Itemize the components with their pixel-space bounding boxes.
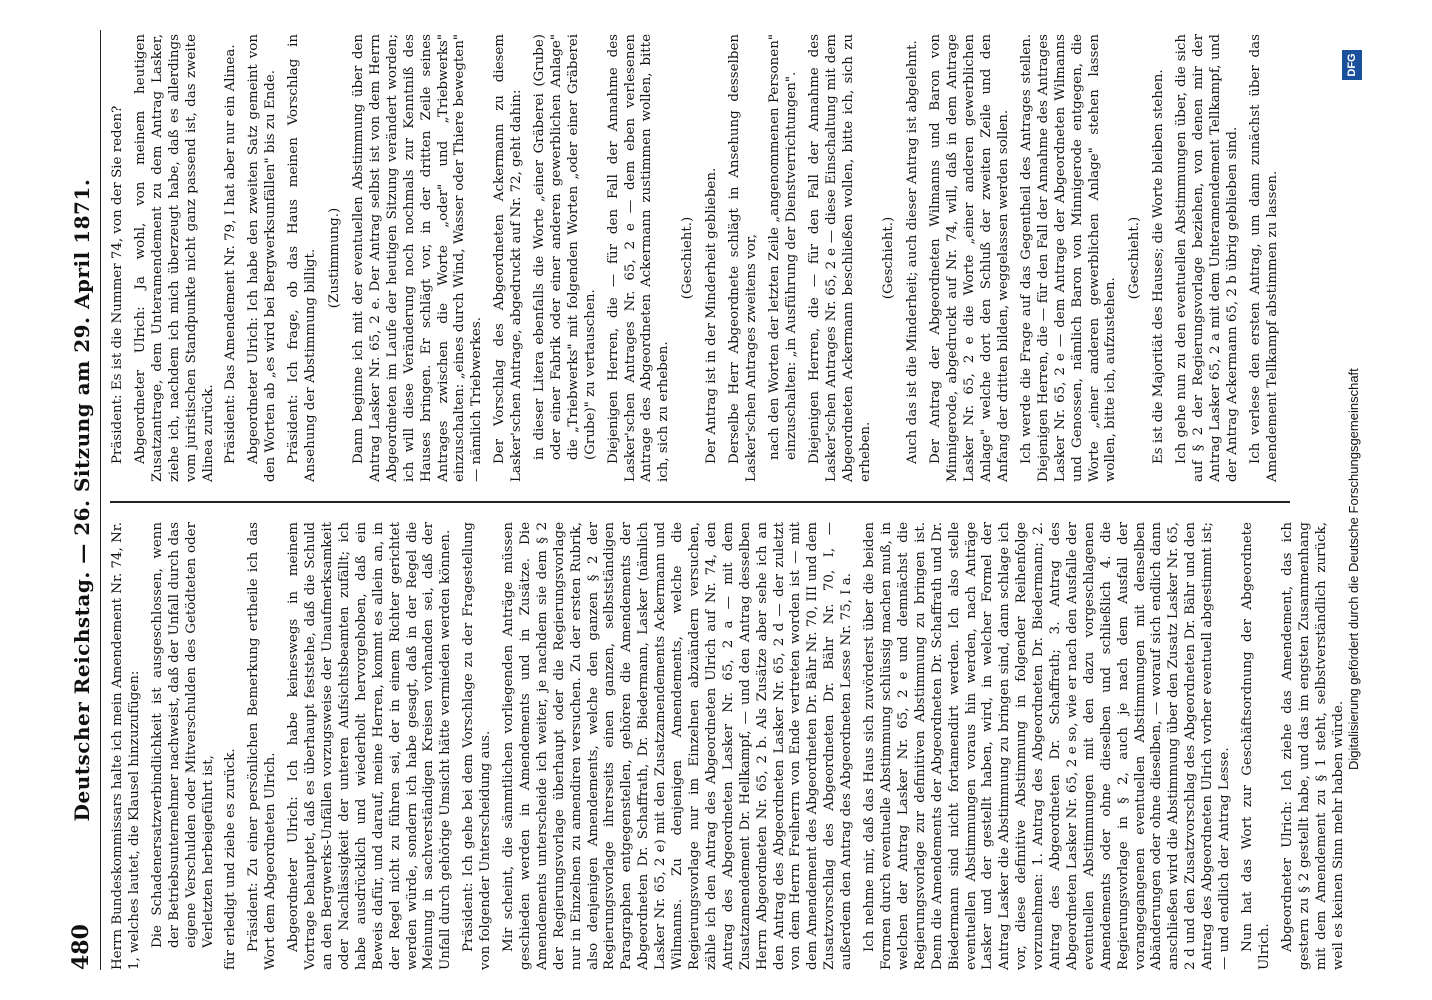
paragraph: Derselbe Herr Abgeordnete schlägt in Ansehung desselben Lasker'schen Antrages zweitens vor,: [727, 34, 760, 482]
running-title: Deutscher Reichstag. — 26. Sitzung am 29. April 1871.: [70, 178, 94, 822]
paragraph: Diejenigen Herren, die — für den Fall der Annahme des Lasker'schen Antrages Nr. 65, 2 e — diese Einschaltung mit dem Abgeordneten Ackermann beschließen wollen, bitte ich, sich zu erheben.: [806, 34, 873, 482]
dfg-logo-icon: DFG: [1342, 50, 1362, 80]
digitization-note: Digitalisierung gefördert durch die Deutsche Forschungsgemeinschaft: [1346, 368, 1361, 770]
ulrich-speech: Abgeordneter Ulrich: Ich ziehe das Amendement, das ich gestern zu § 2 gestellt habe, und das im engsten Zusammenhang mit dem Amendement zu § 1 steht, selbstverständlich zurück, weil es keinen Sinn mehr haben würde.: [1279, 522, 1346, 970]
president-speech: Präsident: Das Amendement Nr. 79, I hat aber nur ein Alinea.: [223, 44, 239, 464]
page-number: 480: [68, 924, 94, 970]
paragraph: Auch das ist die Minderheit; auch dieser Antrag ist abgelehnt.: [905, 40, 921, 464]
paragraph: Es ist die Majorität des Hauses; die Worte bleiben stehen.: [1151, 69, 1167, 464]
column-divider: [110, 502, 1290, 504]
president-speech: Präsident: Zu einer persönlichen Bemerkung ertheile ich das Wort dem Abgeordneten Ulrich.: [246, 522, 279, 970]
paragraph: Der Antrag der Abgeordneten Wilmanns und Baron von Minnigerode, abgedruckt auf Nr. 74, will, daß in dem Antrage Lasker Nr. 65, 2 e die Worte „einer anderen gewerblichen Anlage" welche dort den Schluß der zweiten Zeile und den Anfang der dritten bilden, weggelassen werden sollen.: [928, 34, 1011, 482]
paragraph: Dann beginne ich mit der eventuellen Abstimmung über den Antrag Lasker Nr. 65, 2 e. Der Antrag selbst ist von dem Herrn Abgeordneten im Laufe der heutigen Sitzung verändert worden; ich will diese Veränderung noch nochmals zur Kenntniß des Hauses bringen. Er schlägt vor, in der dritten Zeile seines Antrages zwischen die Worte „oder" und „Triebwerks" einzuschalten: „eines durch Wind, Wasser oder Thiere bewegten" — nämlich Triebwerkes.: [350, 34, 485, 482]
quoted-clause: in dieser Litera ebenfalls die Worte „einer Gräberei (Grube) oder einer Fabrik oder einer anderen gewerblichen Anlage" die „Triebwerks" mit folgenden Worten „oder einer Gräberei (Grube)" zu vertauschen.: [532, 34, 598, 460]
paragraph: Ich verlese den ersten Antrag, um dann zunächst über das Amendement Tellkampf abstimmen zu lassen.: [1247, 34, 1280, 482]
paragraph: Ich nehme mir, daß das Haus sich zuvörderst über die beiden Formen durch eventuelle Abstimmung schlüssig machen muß, in welchen der Antrag Lasker Nr. 65, 2 e und demnächst die Regierungsvorlage zur definitiven Abstimmung zu bringen ist. Denn die Amendements der Abgeordneten Dr. Schaffrath und Dr. Biedermann sind nicht fortamendirt werden. Ich also stelle eventuellen Abstimmungen voraus hin werden, nach Anträge Lasker und der gestellt haben, wird, in welcher Formel der Antrag Lasker die Abstimmung zu bringen sind, dann schlage ich vor, diese definitive Abstimmung in folgender Reihenfolge vorzunehmen: 1. Antrag des Abgeordneten Dr. Biedermann; 2. Antrag des Abgeordneten Dr. Schaffrath; 3. Antrag des Abgeordneten Lasker Nr. 65, 2 e so, wie er nach den Ausfalle der eventuellen Abstimmungen mit den dazu vorgeschlagenen Amendements oder ohne dieselben und schließlich 4. die Regierungsvorlage in § 2, auch je nach dem Ausfall der vorangegangenen eventuellen Abstimmungen mit denselben Abänderungen oder ohne dieselben, — worauf sich endlich dann anschließen wird die Abstimmung über den Zusatz Lasker Nr. 65, 2 d und den Zusatzvorschlag des Abgeordneten Dr. Bähr und den Antrag des Abgeordneten Ulrich vorher eventuell abgestimmt ist; — und endlich der Antrag Lesse.: [862, 522, 1233, 970]
president-speech: Präsident: Es ist die Nummer 74, von der Sie reden?: [110, 105, 125, 464]
paragraph: Nun hat das Wort zur Geschäftsordnung der Abgeordnete Ulrich.: [1240, 522, 1272, 970]
right-column: [110, 34, 1290, 482]
ulrich-speech: Abgeordneter Ulrich: Ich habe den zweiten Satz gemeint von den Worten ab „es wird bei Bergwerksunfällen" bis zu Ende.: [246, 34, 279, 482]
page-header: [60, 30, 101, 970]
ulrich-speech: Abgeordneter Ulrich: Ja wohl, von meinem heutigen Zusatzantrage, dem Unteramendement zu dem Antrag Lasker, ziehe ich, nachdem ich mich überzeugt habe, daß es allerdings vom juristischen Standpunkte nicht ganz passend ist, das zweite Alinea zurück.: [132, 34, 216, 482]
digitization-footer: [1340, 50, 1370, 770]
president-speech: Präsident: Ich gehe bei dem Vorschlage zu der Fragestellung von folgender Unterscheidung aus.: [461, 522, 494, 970]
left-column: [110, 522, 1346, 970]
stage-direction: (Geschieht.): [881, 216, 897, 300]
stage-direction: (Geschieht.): [680, 216, 696, 300]
paragraph: Mir scheint, die sämmtlichen vorliegenden Anträge müssen geschieden werden in Amendements und in Zusätze. Die Amendements unterscheide ich weiter, je nachdem sie dem § 2 der Regierungsvorlage überhaupt oder die Regierungsvorlage nur in Einzelnen zu amendiren versuchen. Zu der ersten Rubrik, also denjenigen Amendements, welche den ganzen § 2 der Regierungsvorlage ihrerseits einen ganzen, selbstständigen Paragraphen entgegenstellen, gehören die Amendements der Abgeordneten Dr. Schaffrath, Dr. Biedermann, Lasker (nämlich Lasker Nr. 65, 2 e) mit den Zusatzamendements Ackermann und Wilmanns. Zu denjenigen Amendements, welche die Regierungsvorlage nur im Einzelnen abzuändern versuchen, zähle ich den Antrag des Abgeordneten Ulrich auf Nr. 74, den Antrag des Abgeordneten Lasker Nr. 65, 2 a — mit dem Zusatzamendement Dr. Hellkampf, — und den Antrag desselben Herrn Abgeordneten Nr. 65, 2 b. Als Zusätze aber sehe ich an den Antrag des Abgeordneten Lasker Nr. 65, 2 d — der zuletzt von dem Herrn Freiherrn von Ende vertreten worden ist — mit dem Amendement des Abgeordneten Dr. Bähr Nr. 70, III und dem Zusatzvorschlag des Abgeordneten Dr. Bähr Nr. 70, I, — außerdem den Antrag des Abgeordneten Lesse Nr. 75, I a.: [501, 522, 855, 970]
stage-direction: (Geschieht.): [1127, 216, 1143, 300]
paragraph: Der Vorschlag des Abgeordneten Ackermann zu diesem Lasker'schen Antrage, abgedruckt auf Nr. 72, geht dahin:: [492, 34, 525, 482]
stage-direction: (Zustimmung.): [326, 207, 342, 309]
quoted-clause: nach den Worten der letzten Zeile „angenommenen Personen" einzuschalten: „in Ausführung der Dienstverrichtungen".: [767, 34, 799, 460]
paragraph: Ich werde die Frage auf das Gegentheil des Antrages stellen. Diejenigen Herren, die — für den Fall der Annahme des Antrages Lasker Nr. 65, 2 e — dem Antrage der Abgeordneten Wilmanns und Genossen, nämlich Baron von Minnigerode entgegen, die Worte „einer anderen gewerblichen Anlage" stehen lassen wollen, bitte ich, aufzustehen.: [1018, 34, 1119, 482]
paragraph: Der Antrag ist in der Minderheit geblieben.: [704, 167, 720, 464]
text-columns: [110, 30, 1346, 970]
president-speech: Präsident: Ich frage, ob das Haus meinen Vorschlag in Ansehung der Abstimmung billigt.: [286, 34, 319, 482]
paragraph: Herrn Bundeskommissars halte ich mein Amendement Nr. 74, Nr. 1, welches lautet, die Klausel hinzuzufügen:: [110, 522, 142, 970]
paragraph: Diejenigen Herren, die — für den Fall der Annahme des Lasker'schen Antrages Nr. 65, 2 e — dem eben verlesenen Antrage des Abgeordneten Ackermann zustimmen wollen, bitte ich, sich zu erheben.: [605, 34, 672, 482]
ulrich-speech: Abgeordneter Ulrich: Ich habe keineswegs in meinem Vortrage behauptet, daß es überhaupt feststehe, daß die Schuld an den Bergwerks-Unfällen vorzugsweise der Unaufmerksamkeit oder Nachlässigkeit der unteren Aufsichtsbeamten zufällt; ich habe ausdrücklich und wiederholt hervorgehoben, daß ein Beweis dafür, und darauf, meine Herren, kommt es allein an, in der Regel nicht zu führen sei, der in einem Richter gerichtet werden würde, sondern ich habe gesagt, daß in der Regel die Meinung in sachverständigen Kreisen vorhanden sei, daß der Unfall durch gehörige Umsicht hätte vermieden werden können.: [286, 522, 454, 970]
paragraph: Ich gehe nun zu den eventuellen Abstimmungen über, die sich auf § 2 der Regierungsvorlage beziehen, von denen mir der Antrag Lasker 65, 2 a mit dem Unteramendement Tellkampf, und der Antrag Ackermann 65, 2 b übrig geblieben sind.: [1174, 34, 1240, 482]
paragraph: für erledigt und ziehe es zurück.: [223, 748, 239, 970]
quoted-clause: Die Schadenersatzverbindlichkeit ist ausgeschlossen, wenn der Betriebsunternehmer nachweist, daß der Unfall durch das eigene Verschulden oder Mitverschulden des Getödteten oder Verletzten herbeigeführt ist,: [149, 522, 216, 948]
